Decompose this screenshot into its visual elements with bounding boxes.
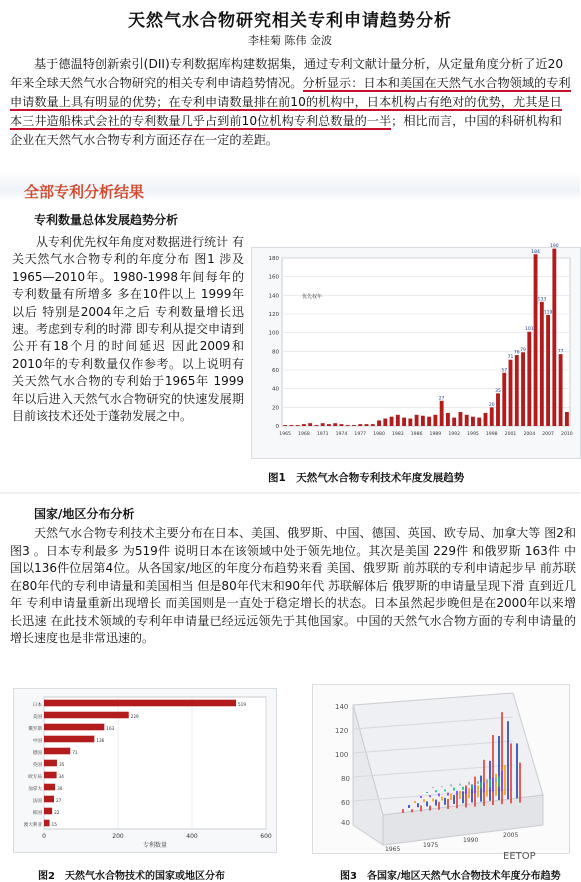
authors: 李桂菊 陈伟 金波 [248, 34, 332, 47]
subheading-trend: 专利数量总体发展趋势分析 [34, 213, 179, 227]
svg-text:2005: 2005 [503, 832, 519, 839]
watermark: EETOP [503, 851, 536, 862]
category-label: 美国 [32, 714, 42, 720]
svg-text:1990: 1990 [463, 837, 479, 844]
svg-text:1965: 1965 [385, 846, 401, 853]
bar [283, 425, 287, 426]
bar [515, 355, 519, 426]
bar [314, 425, 318, 426]
data-label: 34 [58, 773, 64, 779]
bar [44, 760, 57, 767]
section-title: 全部专利分析结果 [24, 183, 145, 201]
svg-text:100: 100 [335, 751, 349, 759]
data-label: 22 [54, 809, 60, 815]
bar [502, 373, 506, 426]
x-tick-label: 1986 [410, 432, 423, 437]
x-axis-label: 专利数量 [142, 842, 168, 849]
divider [0, 492, 580, 494]
data-label: 77 [557, 349, 564, 355]
bar [559, 354, 563, 426]
category-label: 俄罗斯 [28, 726, 42, 732]
data-label: 30 [57, 785, 63, 791]
y-tick-label: 0 [275, 424, 279, 430]
bar [490, 407, 494, 426]
category-label: 日本 [32, 702, 42, 708]
x-tick-label: 1998 [485, 432, 498, 437]
y-tick-label: 140 [268, 293, 279, 300]
bar [44, 748, 70, 755]
bar [44, 712, 129, 719]
category-label: 法国 [32, 798, 42, 804]
bar [521, 352, 525, 426]
bar [496, 393, 500, 426]
bar [415, 415, 419, 426]
category-label: 韩国 [32, 810, 42, 816]
bar [390, 417, 394, 426]
data-label: 15 [51, 821, 57, 827]
subheading-country: 国家/地区分布分析 [34, 507, 135, 521]
bar [44, 772, 57, 779]
data-label: 119 [543, 310, 553, 316]
x-tick-label: 1992 [448, 432, 461, 437]
bar [396, 415, 400, 426]
data-label: 35 [495, 388, 501, 394]
bar [340, 424, 344, 426]
data-label: 35 [58, 761, 65, 767]
bar [565, 412, 569, 426]
bar [509, 360, 513, 426]
x-tick-label: 1977 [354, 432, 367, 437]
abstract-intro: 基于德温特创新索引(DII)专利数据库构建数据集，通过专利文献计量分析，从定量角度分析了近20年来全球天然气水合物研究的相关专利申请趋势情况。 [10, 57, 564, 90]
bar [452, 418, 456, 426]
bar [365, 424, 369, 426]
bar [427, 417, 431, 426]
y-tick-label: 100 [268, 330, 279, 337]
article-title: 天然气水合物研究相关专利申请趋势分析 [128, 11, 452, 31]
figure-2 [13, 688, 277, 853]
bar [484, 413, 488, 426]
bar [402, 418, 406, 426]
bar [321, 423, 325, 426]
bar [534, 254, 538, 426]
y-tick-label: 20 [272, 405, 279, 412]
x-tick-label: 1965 [279, 432, 291, 437]
bar [333, 423, 337, 426]
data-label: 27 [438, 396, 445, 402]
bar [308, 423, 312, 426]
x-tick-label: 2007 [542, 432, 554, 437]
bar [327, 424, 331, 426]
category-label: 中国 [32, 738, 42, 744]
abstract [10, 55, 572, 150]
svg-text:80: 80 [341, 775, 350, 783]
svg-text:60: 60 [341, 799, 350, 807]
svg-text:140: 140 [335, 703, 349, 711]
bar [465, 415, 469, 426]
category-label: 德国 [32, 750, 42, 756]
data-label: 229 [130, 713, 139, 719]
data-label: 133 [537, 297, 547, 303]
bar [546, 315, 550, 426]
bar [44, 820, 50, 827]
figure-2-caption: 图2 天然气水合物技术的国家或地区分布 [38, 871, 225, 882]
data-label: 101 [525, 327, 534, 333]
category-label: 欧专局 [28, 774, 42, 780]
bar [302, 424, 306, 426]
data-label: 184 [531, 249, 540, 255]
x-tick-label: 1983 [391, 432, 404, 437]
x-tick-label: 0 [42, 833, 46, 840]
data-label: 136 [96, 737, 105, 743]
bar [477, 418, 481, 426]
category-label: 英国 [32, 762, 42, 768]
category-label: 澳大利亚 [23, 822, 42, 828]
bar [289, 425, 293, 426]
figure-3-caption: 图3 各国家/地区天然气水合物技术年度分布趋势 [340, 871, 561, 882]
bar [296, 425, 300, 426]
bar [44, 796, 54, 803]
plot-area [282, 258, 570, 426]
x-tick-label: 1995 [467, 432, 479, 437]
figure-3 [312, 684, 570, 854]
bar [527, 332, 531, 426]
bar [358, 424, 362, 426]
data-label: 163 [106, 725, 115, 731]
x-tick-label: 1968 [298, 432, 310, 437]
x-tick-label: 2004 [523, 432, 536, 437]
bar [421, 416, 425, 426]
data-label: 27 [55, 797, 62, 803]
data-label: 79 [520, 347, 526, 353]
bar [440, 401, 444, 426]
bar [383, 419, 387, 426]
x-tick-label: 2010 [561, 432, 573, 437]
figure-1-caption: 图1 天然气水合物专利技术年度发展趋势 [268, 472, 465, 484]
data-label: 76 [513, 350, 520, 356]
bar [44, 808, 52, 815]
x-axis-label: 优先权年 [302, 294, 323, 300]
figure-1-chart [252, 244, 580, 458]
abstract-highlight: 分析显示：日本和美国在天然气水合物领域的专利申请数量上具有明显的优势；在专利申请数量排在前10的机构中，日本机构占有绝对的优势，尤其是日本三井造船株式会社的专利数量几乎占到前10位机构专利总数量的一半 [10, 76, 571, 128]
data-label: 20 [488, 402, 495, 408]
bar [44, 736, 94, 743]
bar [446, 413, 450, 426]
data-label: 190 [550, 244, 559, 250]
bar [552, 249, 556, 426]
y-tick-label: 120 [268, 312, 279, 318]
x-tick-label: 1974 [335, 432, 348, 437]
bar [471, 417, 475, 426]
y-tick-label: 160 [268, 274, 279, 281]
bar [44, 724, 104, 731]
x-tick-label: 2001 [504, 432, 517, 437]
bar [433, 415, 437, 426]
figure-1 [251, 244, 581, 459]
bar [540, 302, 544, 426]
paragraph-country: 天然气水合物专利技术主要分布在日本、美国、俄罗斯、中国、德国、英国、欧专局、加拿大等 图2和图3 。日本专利最多 为519件 说明日本在该领域中处于领先地位。其次是美国 229件 和俄罗斯 163件 中国以136件位居第4位。从各国家/地区的年度分布趋势来看 美国、俄罗斯 前苏联的专利申请起步早 前苏联在80年代的专利申请量和美国相当 但是80年代末和90年代 苏联解体后 俄罗斯的申请量呈现下滑 直到近几年 专利申请量重新出现增长 而美国则是一直处于稳定增长的状态。日本虽然起步晚但是在2000年以来增长迅速 在此技术领域的专利年申请量已经远远领先于其他国家。中国的天然气水合物方面的专利申请量的增长速度也是非常迅速的。 [10, 526, 576, 645]
bar [352, 425, 356, 426]
bar [408, 419, 412, 426]
x-tick-label: 1989 [429, 432, 442, 437]
category-label: 加拿大 [28, 786, 42, 792]
y-tick-label: 180 [268, 256, 279, 262]
figure-3-chart [313, 685, 569, 853]
bar [458, 412, 462, 426]
svg-text:1975: 1975 [423, 842, 439, 849]
data-label: 71 [72, 749, 78, 755]
x-tick-label: 600 [260, 833, 272, 840]
bar [346, 425, 350, 426]
data-label: 57 [501, 368, 508, 374]
y-tick-label: 60 [272, 368, 279, 374]
svg-text:120: 120 [335, 727, 349, 735]
paragraph-trend: 从专利优先权年角度对数据进行统计 有关天然气水合物专利的年度分布 图1 涉及1965—2010年。1980-1998年间每年的专利数量有所增多 多在10件以上 1999年以后 特别是2004年之后 专利数量增长迅速。考虑到专利的时滞 即专利从提交申请到公开有18个月的时间延迟 因此2009和2010年的专利数量仅作参考。以上说明有关天然气水合物的专利始于1965年 1999年以后进入天然气水合物研究的快速发展期 目前该技术还处于蓬勃发展之中。 [12, 235, 244, 424]
bar [44, 700, 236, 707]
figure-2-chart [14, 689, 276, 852]
x-tick-label: 400 [186, 833, 198, 840]
y-tick-label: 40 [272, 386, 279, 393]
svg-text:40: 40 [341, 819, 350, 827]
bar [44, 784, 55, 791]
x-tick-label: 1971 [316, 432, 329, 437]
abstract-end: ；相比而言，中国的科研机构和企业在天然气水合物专利方面还存在一定的差距。 [10, 114, 562, 147]
x-tick-label: 200 [112, 833, 124, 840]
x-tick-label: 1980 [373, 432, 385, 437]
bar [371, 424, 375, 426]
data-label: 71 [507, 355, 514, 361]
data-label: 519 [238, 701, 247, 707]
bar [377, 420, 381, 426]
y-tick-label: 80 [272, 349, 279, 356]
